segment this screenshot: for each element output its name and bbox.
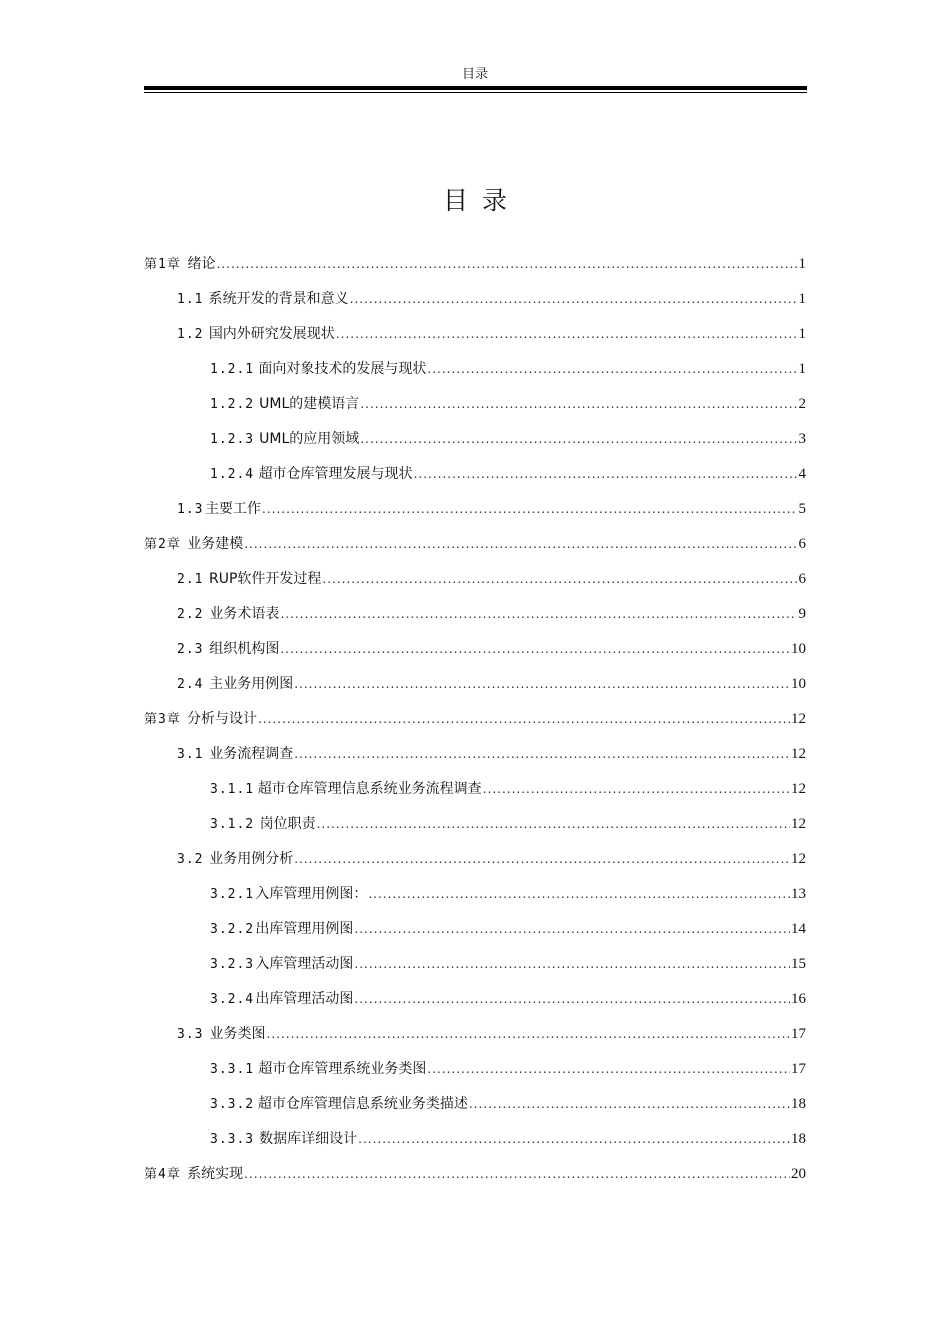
- toc-entry[interactable]: [144, 1162, 806, 1197]
- toc-dot-leader: [368, 882, 790, 906]
- toc-page-number: 6: [798, 571, 806, 587]
- toc-dot-leader: [258, 707, 790, 731]
- toc-entry-label: 分析与设计: [186, 711, 257, 727]
- toc-dot-leader: [350, 287, 797, 311]
- toc-dot-leader: [469, 1092, 790, 1116]
- toc-entry[interactable]: [144, 567, 806, 602]
- toc-page-number: 1: [798, 256, 806, 272]
- toc-page-number: 9: [798, 606, 806, 622]
- toc-entry-label: 超市仓库管理系统业务类图: [258, 1061, 427, 1077]
- toc-entry-number: 第1章: [144, 257, 181, 272]
- toc-dot-leader: [354, 987, 790, 1011]
- toc-entry-number: 1.2.4: [210, 467, 255, 482]
- toc-entry-number: 1.2.1: [210, 362, 255, 377]
- table-of-contents: [144, 252, 806, 1197]
- toc-entry-label: 超市仓库管理发展与现状: [258, 466, 413, 482]
- toc-dot-leader: [262, 497, 797, 521]
- toc-entry-number: 3.3.1: [210, 1062, 255, 1077]
- toc-entry-label: UML的应用领域: [259, 431, 360, 447]
- toc-entry[interactable]: [144, 637, 806, 672]
- toc-page-number: 18: [791, 1131, 806, 1147]
- toc-entry-number: 3.2.2: [210, 922, 255, 937]
- toc-dot-leader: [317, 812, 790, 836]
- toc-entry-number: 第4章: [144, 1167, 181, 1182]
- toc-entry[interactable]: [144, 497, 806, 532]
- toc-entry-number: 3.1.1: [210, 782, 255, 797]
- toc-dot-leader: [294, 847, 790, 871]
- toc-entry-label: 组织机构图: [209, 641, 280, 657]
- toc-entry[interactable]: [144, 322, 806, 357]
- toc-entry-label: 业务术语表: [209, 606, 280, 622]
- toc-page-number: 6: [798, 536, 806, 552]
- toc-entry-number: 1.2.2: [210, 397, 255, 412]
- toc-entry[interactable]: [144, 1022, 806, 1057]
- toc-entry-number: 3.3.3: [210, 1132, 255, 1147]
- toc-dot-leader: [280, 602, 797, 626]
- toc-entry-label: 系统实现: [187, 1166, 244, 1182]
- toc-entry-label: 出库管理用例图: [255, 921, 354, 937]
- toc-page-number: 14: [791, 921, 806, 937]
- toc-entry-label: RUP软件开发过程: [208, 571, 322, 587]
- toc-entry-number: 1.2.3: [210, 432, 255, 447]
- toc-page-number: 1: [798, 326, 806, 342]
- toc-entry-label: 岗位职责: [259, 816, 316, 832]
- running-header: 目录: [461, 67, 488, 82]
- toc-entry-number: 第2章: [144, 537, 181, 552]
- toc-entry[interactable]: [144, 812, 806, 847]
- toc-dot-leader: [360, 427, 797, 451]
- toc-page-number: 13: [791, 886, 806, 902]
- toc-page-number: 12: [791, 851, 806, 867]
- toc-entry[interactable]: [144, 392, 806, 427]
- toc-entry-label: 业务类图: [209, 1026, 266, 1042]
- toc-dot-leader: [336, 322, 797, 346]
- toc-page-number: 17: [791, 1061, 806, 1077]
- toc-entry-label: 业务用例分析: [209, 851, 294, 867]
- header-rule-thin: [144, 92, 807, 93]
- toc-entry[interactable]: [144, 742, 806, 777]
- toc-dot-leader: [244, 1162, 790, 1186]
- toc-entry-number: 2.3: [177, 642, 204, 657]
- toc-entry-label: 入库管理活动图: [255, 956, 354, 972]
- toc-page-number: 3: [798, 431, 806, 447]
- toc-entry[interactable]: [144, 707, 806, 742]
- toc-entry-number: 3.2.3: [210, 957, 255, 972]
- toc-entry-number: 3.2: [177, 852, 204, 867]
- toc-entry[interactable]: [144, 357, 806, 392]
- toc-entry-number: 3.2.1: [210, 887, 255, 902]
- toc-entry-label: 数据库详细设计: [259, 1131, 358, 1147]
- toc-entry-label: 国内外研究发展现状: [208, 326, 335, 342]
- toc-entry-number: 3.3.2: [210, 1097, 255, 1112]
- toc-entry[interactable]: [144, 917, 806, 952]
- toc-entry-number: 3.1.2: [210, 817, 255, 832]
- toc-page-number: 5: [798, 501, 806, 517]
- toc-page-number: 1: [798, 291, 806, 307]
- toc-page-number: 2: [798, 396, 806, 412]
- toc-entry-number: 1.3: [177, 502, 204, 517]
- toc-entry-label: 入库管理用例图：: [255, 886, 368, 902]
- toc-dot-leader: [358, 1127, 790, 1151]
- toc-entry-label: 面向对象技术的发展与现状: [258, 361, 427, 377]
- toc-entry-number: 2.2: [177, 607, 204, 622]
- toc-dot-leader: [280, 637, 790, 661]
- toc-dot-leader: [322, 567, 797, 591]
- toc-dot-leader: [354, 917, 790, 941]
- header-rule: [144, 86, 807, 90]
- toc-page-number: 4: [798, 466, 806, 482]
- toc-dot-leader: [354, 952, 790, 976]
- toc-entry[interactable]: [144, 427, 806, 462]
- toc-entry-label: UML的建模语言: [259, 396, 360, 412]
- toc-page-number: 12: [791, 816, 806, 832]
- toc-entry-number: 3.2.4: [210, 992, 255, 1007]
- toc-entry-number: 3.1: [177, 747, 204, 762]
- toc-page-number: 12: [791, 781, 806, 797]
- toc-entry[interactable]: [144, 777, 806, 812]
- toc-entry-label: 超市仓库管理信息系统业务类描述: [257, 1096, 468, 1112]
- toc-entry[interactable]: [144, 1057, 806, 1092]
- toc-entry-label: 业务建模: [187, 536, 244, 552]
- toc-dot-leader: [427, 1057, 790, 1081]
- toc-title: 目录: [442, 186, 521, 215]
- toc-entry[interactable]: [144, 532, 806, 567]
- toc-page-number: 12: [791, 746, 806, 762]
- toc-entry-label: 出库管理活动图: [255, 991, 354, 1007]
- toc-entry-number: 3.3: [177, 1027, 204, 1042]
- toc-entry[interactable]: [144, 672, 806, 707]
- toc-entry[interactable]: [144, 602, 806, 637]
- toc-entry[interactable]: [144, 882, 806, 917]
- toc-entry-number: 1.1: [177, 292, 204, 307]
- toc-page-number: 15: [791, 956, 806, 972]
- toc-entry[interactable]: [144, 1092, 806, 1127]
- toc-page-number: 10: [791, 676, 806, 692]
- toc-entry-label: 业务流程调查: [209, 746, 294, 762]
- toc-entry-label: 绪论: [187, 256, 216, 272]
- toc-dot-leader: [294, 672, 790, 696]
- toc-dot-leader: [427, 357, 797, 381]
- toc-entry-label: 超市仓库管理信息系统业务流程调查: [257, 781, 482, 797]
- toc-entry[interactable]: [144, 287, 806, 322]
- toc-entry-number: 2.1: [177, 572, 204, 587]
- toc-dot-leader: [483, 777, 790, 801]
- toc-dot-leader: [267, 1022, 790, 1046]
- toc-page-number: 17: [791, 1026, 806, 1042]
- toc-page-number: 16: [791, 991, 806, 1007]
- toc-page-number: 12: [791, 711, 806, 727]
- toc-entry[interactable]: [144, 847, 806, 882]
- toc-dot-leader: [217, 252, 797, 276]
- toc-entry[interactable]: [144, 987, 806, 1022]
- toc-entry-label: 主要工作: [205, 501, 262, 517]
- toc-dot-leader: [414, 462, 797, 486]
- toc-page-number: 20: [791, 1166, 806, 1182]
- toc-page-number: 1: [798, 361, 806, 377]
- toc-entry-label: 系统开发的背景和意义: [208, 291, 349, 307]
- toc-dot-leader: [244, 532, 797, 556]
- toc-entry[interactable]: [144, 462, 806, 497]
- toc-page-number: 10: [791, 641, 806, 657]
- toc-entry[interactable]: [144, 252, 806, 287]
- toc-entry[interactable]: [144, 952, 806, 987]
- toc-dot-leader: [294, 742, 790, 766]
- toc-entry-label: 主业务用例图: [209, 676, 294, 692]
- toc-entry-number: 第3章: [144, 712, 181, 727]
- toc-page-number: 18: [791, 1096, 806, 1112]
- toc-entry-number: 1.2: [177, 327, 204, 342]
- toc-entry-number: 2.4: [177, 677, 204, 692]
- toc-dot-leader: [360, 392, 797, 416]
- toc-entry[interactable]: [144, 1127, 806, 1162]
